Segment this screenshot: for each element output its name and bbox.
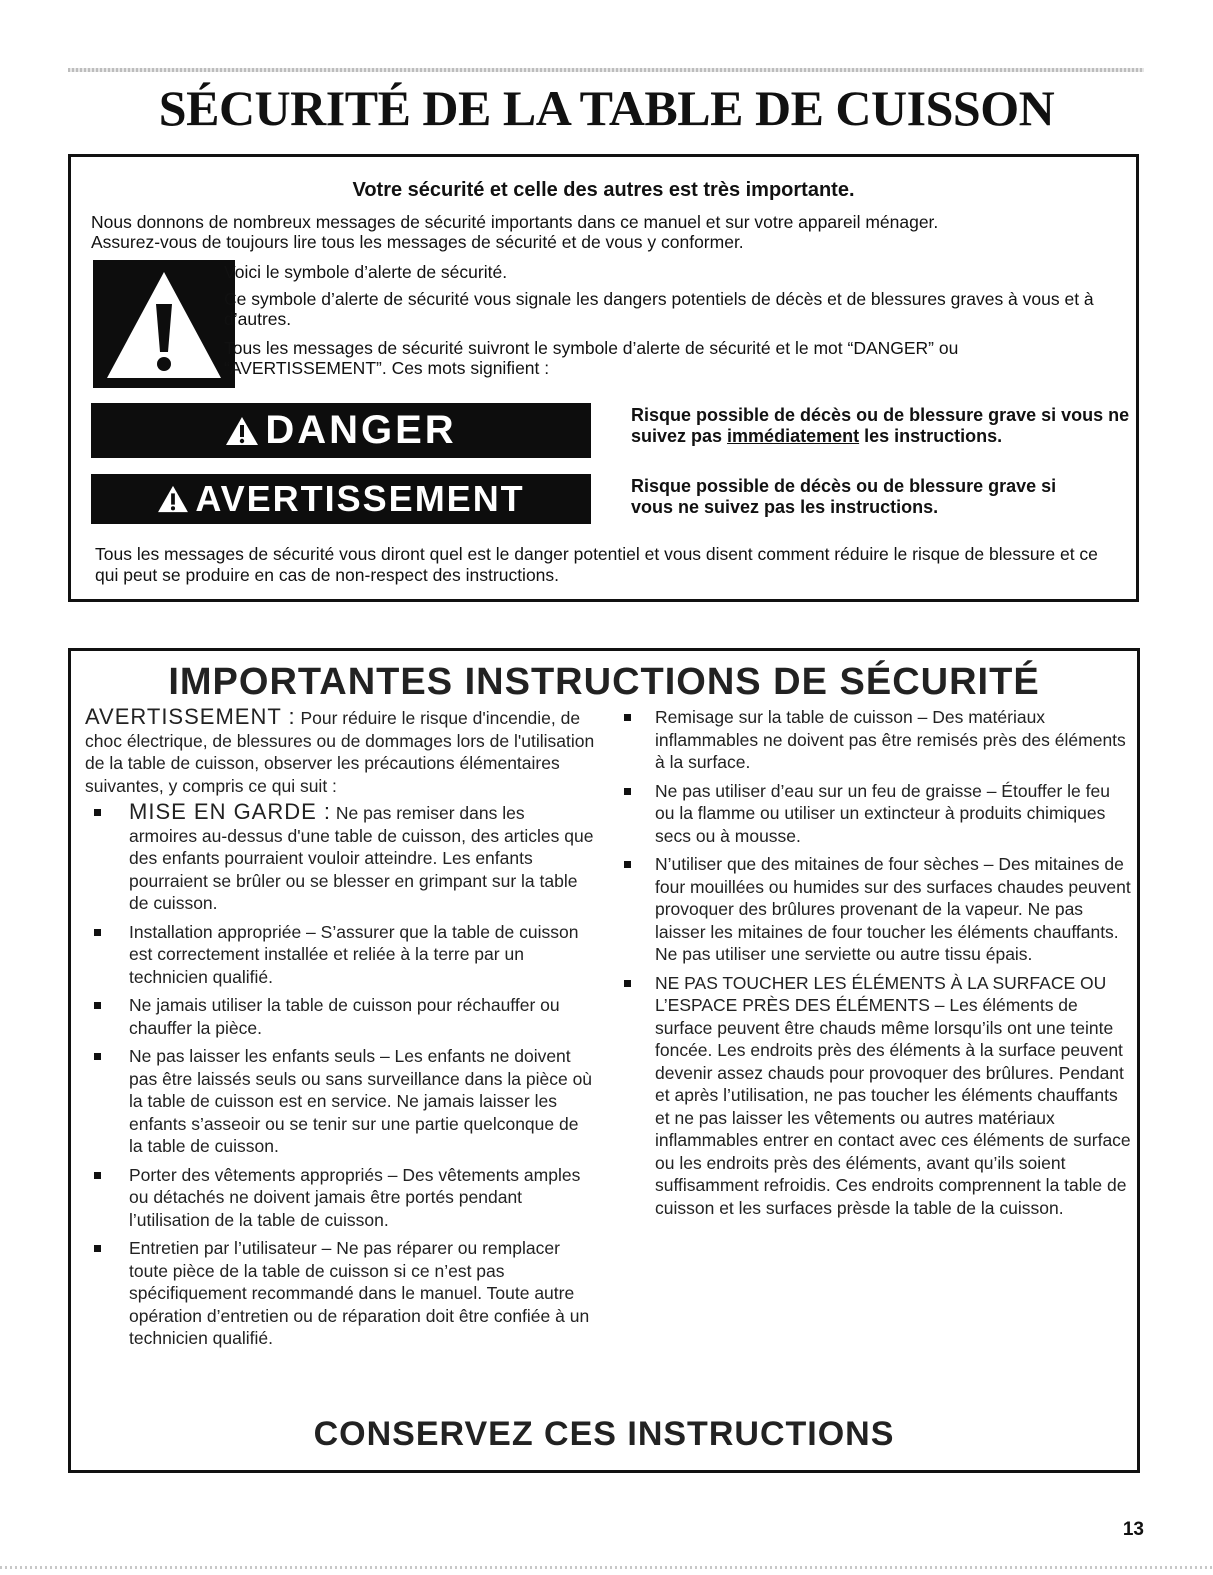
list-item: [85, 1164, 595, 1232]
bullet-icon: [624, 980, 631, 987]
bullet-icon: [94, 1172, 101, 1179]
warning-signal-badge: [91, 474, 591, 524]
list-item-text: N’utiliser que des mitaines de four sèches – Des mitaines de four mouillées ou humides sur des surfaces chaudes peuvent provoquer des brûlures provenant de la vapeur. Ne pas laisser les mitaines de four toucher les éléments chauffants. Ne pas utiliser une serviette ou autre tissu épais.: [655, 854, 1131, 964]
left-items-list: [85, 801, 595, 1350]
danger-definition: [631, 405, 1151, 447]
list-item-text: Remisage sur la table de cuisson – Des matériaux inflammables ne doivent pas être remisés près des éléments à la surface.: [655, 707, 1126, 772]
instructions-right-column: [619, 706, 1131, 1225]
warning-text: Pour réduire le risque d'incendie, de choc électrique, de blessures ou de dommages lors de l'utilisation de la table de cuisson, observer les précautions élémentaires suivantes, y compris ce qui suit :: [85, 708, 595, 796]
list-item: [85, 1045, 595, 1158]
caution-text: Ne pas remiser dans les armoires au-dessus d'une table de cuisson, des articles que des enfants pourraient vouloir atteindre. Les enfants pourraient se brûler ou se blesser en grimpant sur la table de cuisson.: [129, 803, 594, 913]
symbol-line-3: Tous les messages de sécurité suivront le symbole d’alerte de sécurité et le mot “DANGER” ou “AVERTISSEMENT”. Ces mots signifient :: [224, 338, 959, 378]
caution-lead: MISE EN GARDE :: [129, 799, 332, 824]
list-item: [85, 1237, 595, 1350]
list-item-text: Entretien par l’utilisateur – Ne pas réparer ou remplacer toute pièce de la table de cuisson si ce n’est pas spécifiquement recommandé dans le manuel. Toute autre opération d’entretien ou de réparation doit être confiée à un technicien qualifié.: [129, 1238, 590, 1348]
intro-line-2: Assurez-vous de toujours lire tous les messages de sécurité et de vous y conformer.: [91, 232, 744, 252]
safety-intro: [91, 212, 1111, 252]
list-item-text: Ne pas utiliser d’eau sur un feu de graisse – Étouffer le feu ou la flamme ou utiliser un extincteur à produits chimiques secs ou à mousse.: [655, 780, 1110, 846]
bullet-icon: [94, 1245, 101, 1252]
right-items-list: [619, 706, 1131, 1219]
danger-def-emphasis: immédiatement: [727, 426, 860, 446]
bullet-icon: [624, 861, 631, 868]
keep-instructions-footer: CONSERVEZ CES INSTRUCTIONS: [313, 1415, 895, 1453]
list-item: [619, 972, 1131, 1220]
list-item-text: Ne jamais utiliser la table de cuisson pour réchauffer ou chauffer la pièce.: [129, 995, 560, 1038]
list-item-text: NE PAS TOUCHER LES ÉLÉMENTS À LA SURFACE OU L’ESPACE PRÈS DES ÉLÉMENTS – Les éléments de surface peuvent être chauds même lorsqu’ils ont une teinte foncée. Les endroits près des éléments à la surface peuvent devenir assez chauds pour provoquer des brûlures. Pendant et après l’utilisation, ne pas toucher les éléments chauffants et ne pas laisser les vêtements ou autres matériaux inflammables entrer en contact avec ces éléments de surface ou les endroits près des éléments, avant qu’ils soient suffisamment refroidis. Ces endroits comprennent la table de cuisson et les surfaces prèsde la table de la cuisson.: [655, 972, 1131, 1218]
list-item: [619, 706, 1131, 774]
important-instructions-box: [68, 648, 1140, 1473]
warning-alert-icon: [157, 485, 189, 513]
danger-def-part2: les instructions.: [859, 426, 1003, 446]
safety-message-box: [68, 154, 1139, 602]
instructions-left-column: [85, 706, 595, 1356]
list-item-text: Porter des vêtements appropriés – Des vêtements amples ou détachés ne doivent jamais être portés pendant l’utilisation de la table de cuisson.: [129, 1164, 581, 1230]
bottom-rule: [0, 1566, 1213, 1569]
warning-definition: Risque possible de décès ou de blessure grave si vous ne suivez pas les instructions.: [631, 476, 1057, 517]
bullet-icon: [94, 809, 101, 816]
list-item: [619, 853, 1131, 966]
warning-paragraph: [85, 706, 595, 797]
bullet-icon: [94, 1002, 101, 1009]
danger-def-part1: Risque possible de décès ou de blessure grave si vous ne suivez pas: [631, 405, 1130, 446]
warning-label: AVERTISSEMENT: [195, 478, 525, 519]
safety-alert-symbol-icon: [93, 260, 235, 388]
safety-closing-text: Tous les messages de sécurité vous diront quel est le danger potentiel et vous disent comment réduire le risque de blessure et ce qui peut se produire en cas de non-respect des instructions.: [95, 544, 1098, 585]
page-number: 13: [1122, 1519, 1144, 1540]
list-item: [85, 994, 595, 1039]
bullet-icon: [624, 788, 631, 795]
instructions-heading: IMPORTANTES INSTRUCTIONS DE SÉCURITÉ: [168, 661, 1040, 703]
danger-label: DANGER: [265, 408, 457, 452]
list-item: [619, 780, 1131, 848]
symbol-line-1: Voici le symbole d’alerte de sécurité.: [224, 262, 508, 282]
safety-box-heading: Votre sécurité et celle des autres est très importante.: [352, 179, 855, 201]
list-item-text: Installation appropriée – S’assurer que la table de cuisson est correctement installée et reliée à la terre par un technicien qualifié.: [129, 921, 579, 987]
bullet-icon: [94, 1053, 101, 1060]
danger-alert-icon: [225, 416, 259, 446]
warning-lead: AVERTISSEMENT :: [85, 704, 296, 729]
page-title: SÉCURITÉ DE LA TABLE DE CUISSON: [158, 80, 1055, 136]
bullet-icon: [624, 714, 631, 721]
top-rule: [68, 68, 1144, 72]
list-item: [85, 921, 595, 989]
danger-signal-badge: [91, 403, 591, 458]
list-item: [85, 801, 595, 915]
bullet-icon: [94, 929, 101, 936]
intro-line-1: Nous donnons de nombreux messages de sécurité importants dans ce manuel et sur votre appareil ménager.: [91, 212, 939, 232]
symbol-line-2: Ce symbole d’alerte de sécurité vous signale les dangers potentiels de décès et de blessures graves à vous et à d’autres.: [224, 289, 1094, 329]
list-item-text: Ne pas laisser les enfants seuls – Les enfants ne doivent pas être laissés seuls ou sans surveillance dans la pièce où la table de cuisson est en service. Ne jamais laisser les enfants s’asseoir ou se tenir sur une partie quelconque de la table de cuisson.: [129, 1046, 593, 1156]
